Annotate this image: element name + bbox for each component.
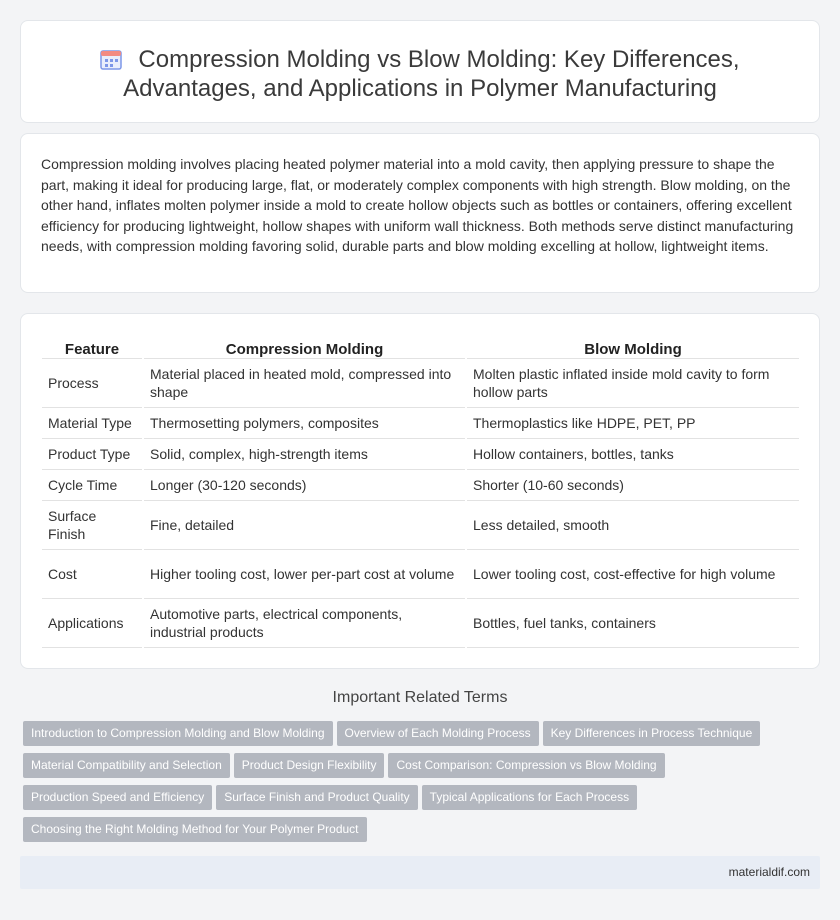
table-cell-compression: Automotive parts, electrical components, industrial products bbox=[143, 598, 466, 647]
table-cell-feature: Surface Finish bbox=[42, 500, 143, 549]
table-cell-compression: Material placed in heated mold, compressed into shape bbox=[143, 358, 466, 407]
table-cell-blow: Bottles, fuel tanks, containers bbox=[466, 598, 799, 647]
related-term-tag[interactable]: Introduction to Compression Molding and Blow Molding bbox=[23, 721, 333, 746]
table-cell-blow: Lower tooling cost, cost-effective for high volume bbox=[466, 549, 799, 598]
table-cell-compression: Fine, detailed bbox=[143, 500, 466, 549]
summary-text: Compression molding involves placing heated polymer material into a mold cavity, then applying pressure to shape the part, making it ideal for producing large, flat, or moderately complex components with high strength. Blow molding, on the other hand, inflates molten polymer inside a mold to create hollow objects such as bottles or containers, offering excellent efficiency for producing lightweight, hollow shapes with uniform wall thickness. Both methods serve distinct manufacturing needs, with compression molding favoring solid, durable parts and blow molding excelling at hollow, lightweight items. bbox=[41, 156, 794, 254]
table-cell-blow: Less detailed, smooth bbox=[466, 500, 799, 549]
table-cell-compression: Solid, complex, high-strength items bbox=[143, 438, 466, 469]
related-term-tag[interactable]: Cost Comparison: Compression vs Blow Molding bbox=[388, 753, 664, 778]
table-cell-blow: Shorter (10-60 seconds) bbox=[466, 469, 799, 500]
table-row bbox=[42, 469, 799, 500]
table-cell-feature: Cycle Time bbox=[42, 469, 143, 500]
header-feature: Feature bbox=[64, 340, 120, 358]
related-term-tag[interactable]: Material Compatibility and Selection bbox=[23, 753, 230, 778]
table-row bbox=[42, 407, 799, 438]
related-term-tag[interactable]: Product Design Flexibility bbox=[234, 753, 385, 778]
table-cell-blow: Thermoplastics like HDPE, PET, PP bbox=[466, 407, 799, 438]
table-cell-compression: Thermosetting polymers, composites bbox=[143, 407, 466, 438]
table-row bbox=[42, 598, 799, 647]
related-terms-heading: Important Related Terms bbox=[332, 689, 508, 706]
comparison-table-card bbox=[20, 313, 820, 669]
table-cell-feature: Product Type bbox=[42, 438, 143, 469]
page-title bbox=[21, 45, 819, 103]
table-header-row bbox=[42, 334, 799, 358]
table-cell-feature: Applications bbox=[42, 598, 143, 647]
related-term-tag[interactable]: Key Differences in Process Technique bbox=[543, 721, 761, 746]
table-cell-blow: Hollow containers, bottles, tanks bbox=[466, 438, 799, 469]
table-cell-compression: Longer (30-120 seconds) bbox=[143, 469, 466, 500]
table-cell-feature: Process bbox=[42, 358, 143, 407]
calendar-icon bbox=[100, 48, 122, 70]
table-cell-feature: Material Type bbox=[42, 407, 143, 438]
footer-site[interactable]: materialdif.com bbox=[728, 865, 810, 879]
comparison-table bbox=[42, 334, 799, 648]
related-term-tag[interactable]: Surface Finish and Product Quality bbox=[216, 785, 417, 810]
footer bbox=[20, 856, 820, 889]
related-term-tag[interactable]: Typical Applications for Each Process bbox=[422, 785, 637, 810]
title-card bbox=[20, 20, 820, 123]
table-row bbox=[42, 549, 799, 598]
table-row bbox=[42, 358, 799, 407]
table-row bbox=[42, 500, 799, 549]
related-term-tag[interactable]: Overview of Each Molding Process bbox=[337, 721, 539, 746]
summary-card bbox=[20, 133, 820, 293]
title-line-2: Advantages, and Applications in Polymer Manufacturing bbox=[123, 75, 717, 102]
table-cell-compression: Higher tooling cost, lower per-part cost at volume bbox=[143, 549, 466, 598]
header-compression: Compression Molding bbox=[143, 334, 466, 358]
related-terms-list bbox=[23, 721, 813, 849]
table-row bbox=[42, 438, 799, 469]
related-term-tag[interactable]: Production Speed and Efficiency bbox=[23, 785, 212, 810]
title-line-1: Compression Molding vs Blow Molding: Key Differences, bbox=[138, 46, 740, 73]
table-cell-feature: Cost bbox=[42, 549, 143, 598]
header-blow: Blow Molding bbox=[466, 334, 799, 358]
table-cell-blow: Molten plastic inflated inside mold cavity to form hollow parts bbox=[466, 358, 799, 407]
related-term-tag[interactable]: Choosing the Right Molding Method for Your Polymer Product bbox=[23, 817, 367, 842]
